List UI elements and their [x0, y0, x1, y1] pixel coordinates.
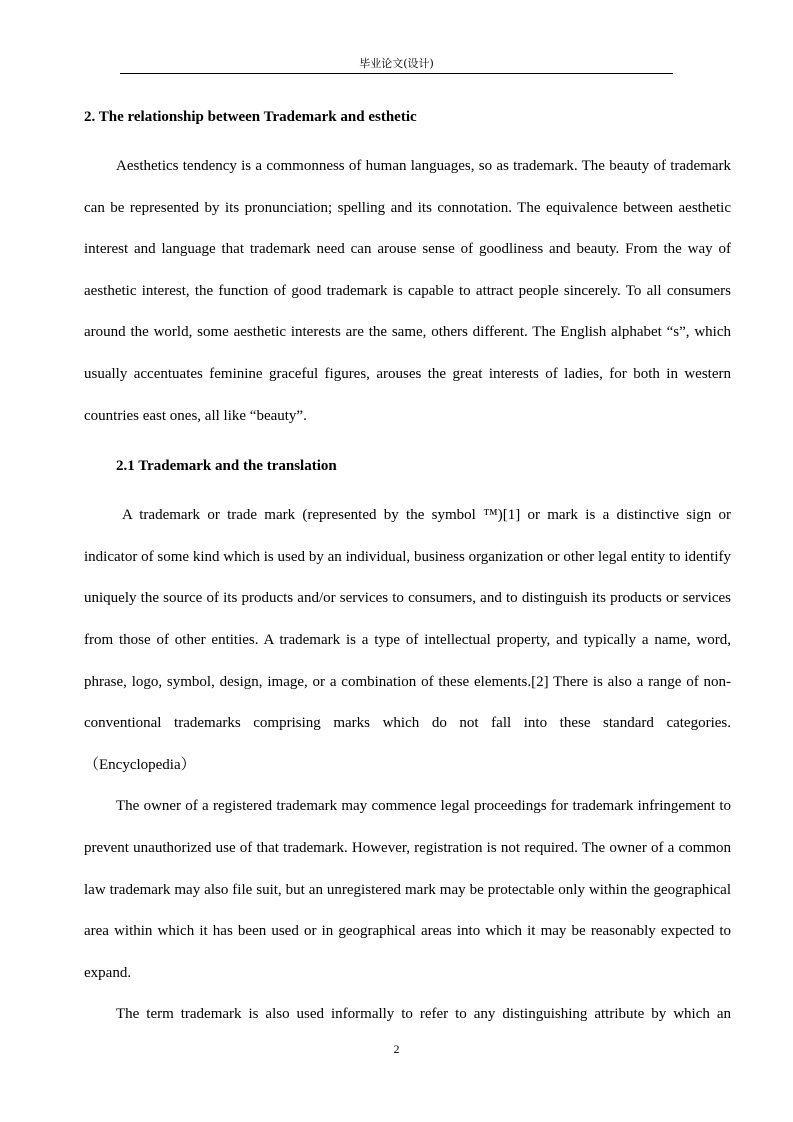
section-heading: 2. The relationship between Trademark and esthetic: [84, 109, 417, 125]
header-rule: [120, 73, 673, 74]
section-paragraph: Aesthetics tendency is a commonness of human languages, so as trademark. The beauty of trademark can be represented by its pronunciation; spelling and its connotation. The equivalence between aesthetic interest and language that trademark need can arouse sense of goodliness and beauty. From the way of aesthetic interest, the function of good trademark is capable to attract people sincerely. To all consumers around the world, some aesthetic interests are the same, others different. The English alphabet “s”, which usually accentuates feminine graceful figures, arouses the great interests of ladies, for both in western countries east ones, all like “beauty”.: [84, 158, 731, 424]
trademark-term-paragraph: The term trademark is also used informally to refer to any distinguishing attribute by which an: [116, 1006, 731, 1023]
trademark-definition-paragraph: A trademark or trade mark (represented by the symbol ™)[1] or mark is a distinctive sign or indicator of some kind which is used by an individual, business organization or other legal entity to identify uniquely the source of its products and/or services to consumers, and to distinguish its products or services from those of other entities. A trademark is a type of intellectual property, and typically a name, word, phrase, logo, symbol, design, image, or a combination of these elements.[2] There is also a range of non-conventional trademarks comprising marks which do not fall into these standard categories. （Encyclopedia）: [84, 507, 731, 773]
running-header: 毕业论文(设计): [359, 57, 434, 70]
trademark-owner-paragraph: The owner of a registered trademark may commence legal proceedings for trademark infringement to prevent unauthorized use of that trademark. However, registration is not required. The owner of a common law trademark may also file suit, but an unregistered mark may be protectable only within the geographical area within which it has been used or in geographical areas into which it may be reasonably expected to expand.: [84, 798, 731, 981]
page-number: 2: [393, 1042, 400, 1056]
page-body: [84, 104, 731, 1036]
subsection-heading: 2.1 Trademark and the translation: [116, 458, 337, 475]
